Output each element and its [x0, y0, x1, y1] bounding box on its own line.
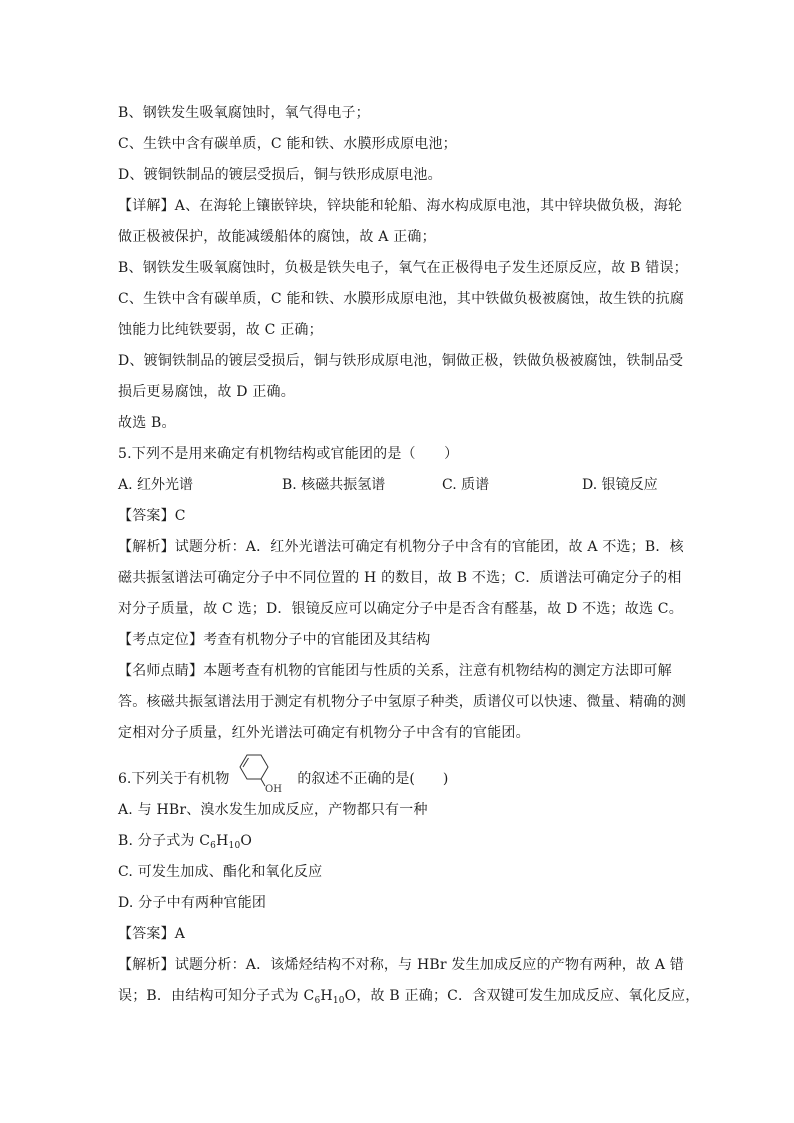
q6-option-a: A. 与 HBr、溴水发生加成反应，产物都只有一种	[118, 802, 428, 818]
q5-option-c: C. 质谱	[442, 477, 490, 493]
q6-prefix: 6.下列关于有机物	[118, 771, 230, 787]
text-line: 做正极被保护，故能减缓船体的腐蚀，故 A 正确；	[118, 229, 436, 245]
text-line: 磁共振氢谱法可确定分子中不同位置的 H 的数目，故 B 不选；C．质谱法可确定分子的相	[118, 570, 682, 586]
text-line: 【答案】C	[118, 508, 186, 524]
cyclohexenol-structure-icon	[231, 751, 295, 795]
text-line: 【名师点睛】本题考查有机物的官能团与性质的关系，注意有机物结构的测定方法即可解	[118, 663, 672, 679]
q6-option-d: D. 分子中有两种官能团	[118, 895, 267, 911]
text-line: 【解析】试题分析：A．该烯烃结构不对称，与 HBr 发生加成反应的产物有两种，故 A 错	[118, 957, 685, 973]
text-line: B、钢铁发生吸氧腐蚀时，负极是铁失电子，氧气在正极得电子发生还原反应，故 B 错误；	[118, 260, 688, 276]
question-6	[118, 749, 678, 795]
text-line: 误；B．由结构可知分子式为 $C_6H_{10}O$，故 B 正确；C．含双键可发生加成反应、氧化反应，	[118, 988, 700, 1006]
text-line: 定相对分子质量，红外光谱法可确定有机物分子中含有的官能团。	[118, 725, 530, 741]
text-line: D、镀铜铁制品的镀层受损后，铜与铁形成原电池。	[118, 167, 442, 183]
text-line: D、镀铜铁制品的镀层受损后，铜与铁形成原电池，铜做正极，铁做负极被腐蚀，铁制品受	[118, 353, 684, 369]
text-line: 蚀能力比纯铁要弱，故 C 正确；	[118, 322, 323, 338]
text-line: 【详解】A、在海轮上镶嵌锌块，锌块能和轮船、海水构成原电池，其中锌块做负极，海轮	[118, 198, 683, 214]
text-line: B、钢铁发生吸氧腐蚀时，氧气得电子；	[118, 105, 370, 121]
q5-options	[118, 470, 678, 501]
text-line: 损后更易腐蚀，故 D 正确。	[118, 384, 295, 400]
q5-option-a: A. 红外光谱	[118, 477, 194, 493]
document-page	[118, 98, 700, 1012]
q5-option-d: D. 银镜反应	[582, 477, 658, 493]
text-line: C、生铁中含有碳单质，C 能和铁、水膜形成原电池，其中铁做负极被腐蚀，故生铁的抗腐	[118, 291, 685, 307]
text-line: C、生铁中含有碳单质，C 能和铁、水膜形成原电池；	[118, 136, 457, 152]
text-line: 对分子质量，故 C 选；D．银镜反应可以确定分子中是否含有醛基，故 D 不选；故选 C。	[118, 601, 683, 617]
text-line: 【答案】A	[118, 926, 186, 942]
question-5: 5.下列不是用来确定有机物结构或官能团的是（ ）	[118, 446, 459, 462]
q5-option-b: B. 核磁共振氢谱	[282, 477, 386, 493]
q6-option-c: C. 可发生加成、酯化和氧化反应	[118, 864, 323, 880]
q6-suffix: 的叙述不正确的是( )	[297, 771, 449, 787]
text-line: 【考点定位】考查有机物分子中的官能团及其结构	[118, 632, 431, 648]
q6-option-b: B. 分子式为 $C_6H_{10}O$	[118, 833, 253, 851]
oh-label: OH	[265, 784, 283, 795]
text-line: 故选 B。	[118, 415, 176, 431]
text-line: 答。核磁共振氢谱法用于测定有机物分子中氢原子种类，质谱仪可以快速、微量、精确的测	[118, 694, 686, 710]
text-line: 【解析】试题分析：A．红外光谱法可确定有机物分子中含有的官能团，故 A 不选；B．核	[118, 539, 684, 555]
